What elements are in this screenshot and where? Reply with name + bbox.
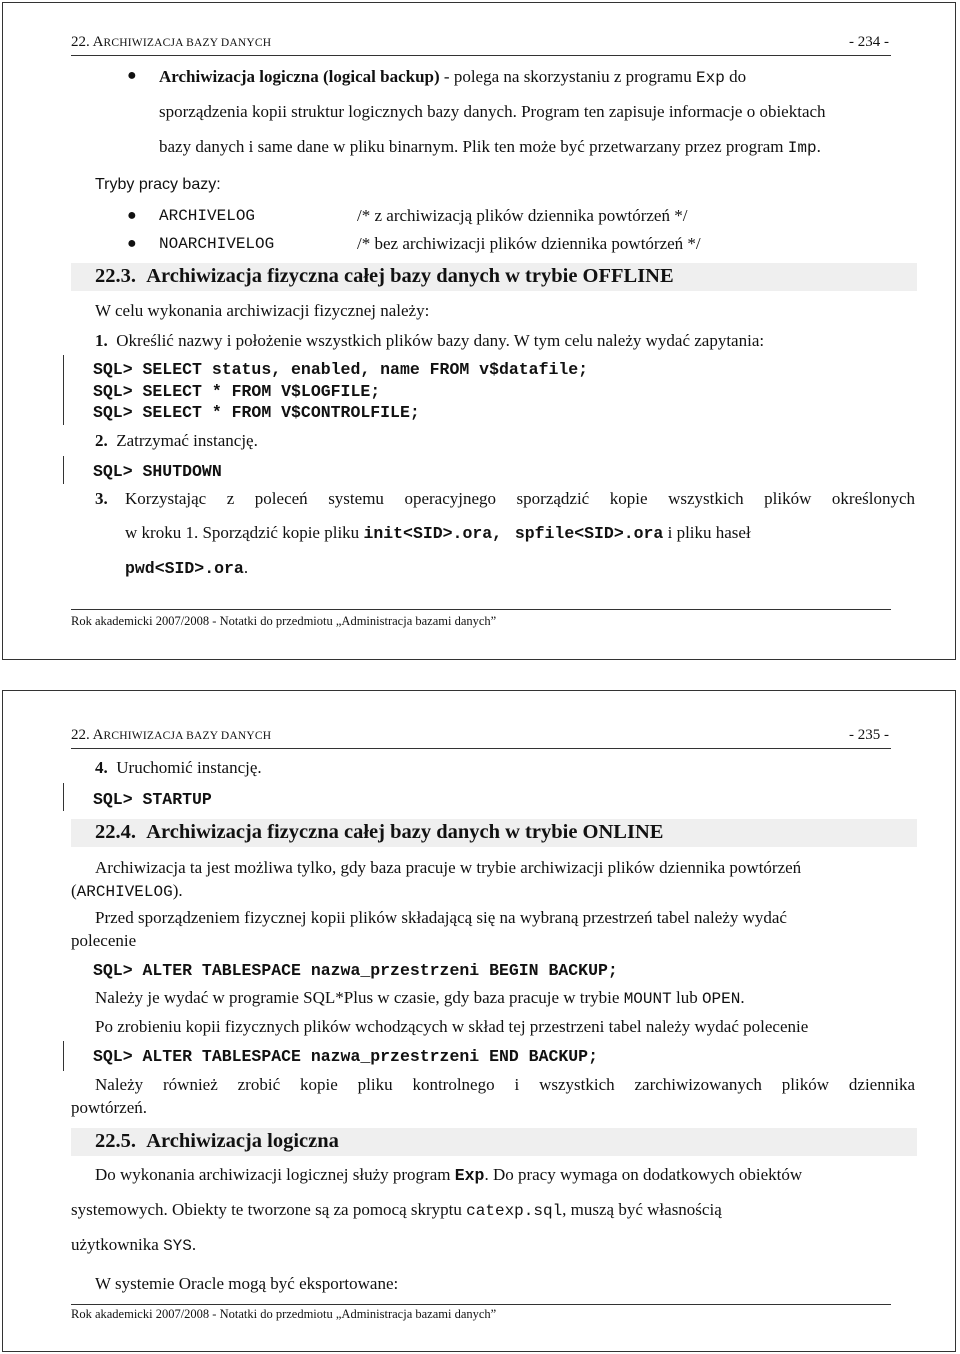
page-number: - 235 - (849, 727, 889, 743)
mode-name: ARCHIVELOG (159, 207, 256, 225)
paragraph-line: Należy również zrobić kopie pliku kontrolnego i wszystkich zarchiwizowanych plików dziennika (95, 1075, 915, 1094)
code-mount: MOUNT (623, 990, 672, 1008)
code-open: OPEN (701, 990, 741, 1008)
text-run: . (191, 1235, 197, 1254)
header-rule (71, 748, 891, 749)
text-run: . (816, 137, 821, 156)
code-exp: Exp (454, 1166, 485, 1185)
code-catexp-sql: catexp.sql (466, 1202, 563, 1220)
change-bar (63, 1041, 64, 1071)
sql-command: SQL> STARTUP (93, 790, 212, 809)
code-imp: Imp (787, 139, 817, 157)
text-run: Do wykonania archiwizacji logicznej służy program (95, 1165, 455, 1184)
document-page-235 (2, 690, 956, 1352)
paragraph-line (95, 1165, 915, 1185)
running-header (71, 727, 271, 744)
step-4 (95, 758, 262, 778)
header-chapter-number: 22. A (71, 727, 104, 743)
mode-name: NOARCHIVELOG (159, 235, 275, 253)
term-logical: (logical (323, 67, 376, 86)
text-run: bazy danych i same dane w pliku binarnym. Plik ten może być przetwarzany przez program (159, 137, 788, 156)
text-run: . (740, 988, 745, 1007)
step-number: 4. (95, 758, 108, 777)
header-rule (71, 55, 891, 56)
step-3-line: Korzystając z poleceń systemu operacyjnego sporządzić kopie wszystkich plików określonych (125, 489, 915, 508)
text-run: ). (172, 881, 183, 900)
term-backup: backup) (380, 67, 440, 86)
paragraph-line (71, 1200, 915, 1220)
sql-command: SQL> ALTER TABLESPACE nazwa_przestrzeni BEGIN BACKUP; (93, 961, 618, 980)
text-run: - polega na skorzystaniu z programu (439, 67, 697, 86)
text-run: użytkownika (71, 1235, 164, 1254)
code-archivelog: ARCHIVELOG (76, 883, 173, 901)
paragraph-line: Przed sporządzeniem fizycznej kopii plików składającą się na wybraną przestrzeń tabel należy wydać (95, 908, 787, 927)
document-page-234 (2, 2, 956, 660)
file-init-ora: init<SID>.ora, (363, 524, 503, 543)
step-number: 3. (95, 489, 108, 508)
bullet-icon: ● (127, 67, 137, 84)
header-chapter-title: RCHIWIZACJA BAZY DANYCH (103, 730, 272, 742)
step-number: 1. (95, 331, 108, 350)
paragraph-line (95, 988, 745, 1008)
paragraph-line: powtórzeń. (71, 1098, 148, 1117)
bullet-paragraph-line (159, 137, 821, 157)
section-heading (95, 821, 663, 844)
paragraph-line: Po zrobieniu kopii fizycznych plików wchodzących w skład tej przestrzeni tabel należy wydać polecenie (95, 1017, 809, 1036)
section-title: Archiwizacja logiczna (146, 1130, 339, 1152)
section-title: Archiwizacja fizyczna całej bazy danych w trybie ONLINE (146, 821, 664, 843)
text-run: i pliku haseł (663, 523, 751, 542)
paragraph-line: W systemie Oracle mogą być eksportowane: (95, 1274, 399, 1293)
section-number: 22.5. (95, 1130, 136, 1152)
bullet-paragraph-line (159, 67, 746, 87)
code-exp: Exp (696, 69, 725, 87)
sql-command: SQL> ALTER TABLESPACE nazwa_przestrzeni END BACKUP; (93, 1047, 598, 1066)
paragraph-line: Archiwizacja ta jest możliwa tylko, gdy baza pracuje w trybie archiwizacji plików dziennika powtórzeń (95, 858, 802, 877)
change-bar (63, 783, 64, 811)
text-run: , muszą być własnością (562, 1200, 722, 1219)
step-3-line (125, 558, 248, 578)
text-run: . Do pracy wymaga on dodatkowych obiektów (484, 1165, 803, 1184)
term-archiwizacja: Archiwizacja (159, 67, 255, 86)
mode-comment: /* z archiwizacją plików dziennika powtórzeń */ (357, 206, 688, 225)
step-text: Określić nazwy i położenie wszystkich plików bazy dany. W tym celu należy wydać zapytania: (116, 331, 765, 350)
section-heading (95, 265, 674, 288)
bullet-paragraph-line: sporządzenia kopii struktur logicznych bazy danych. Program ten zapisuje informacje o obiektach (159, 102, 826, 121)
header-chapter-title: RCHIWIZACJA BAZY DANYCH (103, 37, 272, 49)
section-title: Archiwizacja fizyczna całej bazy danych w trybie OFFLINE (146, 265, 674, 287)
change-bar (63, 456, 64, 484)
page-footer: Rok akademicki 2007/2008 - Notatki do przedmiotu „Administracja bazami danych” (71, 614, 497, 628)
paragraph-line (71, 881, 183, 901)
sql-command: SQL> SHUTDOWN (93, 462, 222, 481)
footer-rule (71, 1304, 891, 1305)
paragraph-line (71, 1235, 196, 1255)
text-run: w kroku 1. Sporządzić kopie pliku (125, 523, 364, 542)
footer-rule (71, 609, 891, 610)
step-1 (95, 331, 764, 351)
section-heading (95, 1130, 339, 1153)
step-3-line (125, 523, 915, 543)
step-2 (95, 431, 258, 451)
modes-label: Tryby pracy bazy: (95, 176, 221, 193)
page-number: - 234 - (849, 34, 889, 50)
sql-command: SQL> SELECT status, enabled, name FROM v$datafile; (93, 360, 589, 379)
text-run: . (243, 558, 249, 577)
step-number: 2. (95, 431, 108, 450)
text-run: Należy je wydać w programie SQL*Plus w czasie, gdy baza pracuje w trybie (95, 988, 624, 1007)
step-text: Zatrzymać instancję. (116, 431, 258, 450)
intro-text: W celu wykonania archiwizacji fizycznej należy: (95, 301, 430, 320)
file-spfile-ora: spfile<SID>.ora (514, 524, 664, 543)
text-run: lub (671, 988, 702, 1007)
running-header (71, 34, 271, 51)
page-footer: Rok akademicki 2007/2008 - Notatki do przedmiotu „Administracja bazami danych” (71, 1307, 497, 1321)
bullet-icon: ● (127, 235, 137, 252)
change-bar (63, 355, 64, 425)
sql-command: SQL> SELECT * FROM V$CONTROLFILE; (93, 403, 420, 422)
text-run: do (724, 67, 747, 86)
text-run: ( (71, 881, 77, 900)
section-number: 22.4. (95, 821, 136, 843)
section-number: 22.3. (95, 265, 136, 287)
file-pwd-ora: pwd<SID>.ora (125, 559, 244, 578)
text-run: systemowych. Obiekty te tworzone są za pomocą skryptu (71, 1200, 467, 1219)
step-text: Uruchomić instancję. (116, 758, 262, 777)
term-logiczna: logiczna (259, 67, 319, 86)
code-sys: SYS (163, 1237, 192, 1255)
paragraph-line: polecenie (71, 931, 137, 950)
header-chapter-number: 22. A (71, 34, 104, 50)
mode-comment: /* bez archiwizacji plików dziennika powtórzeń */ (357, 234, 701, 253)
sql-command: SQL> SELECT * FROM V$LOGFILE; (93, 382, 381, 401)
step-3-number (95, 489, 108, 509)
bullet-icon: ● (127, 207, 137, 224)
